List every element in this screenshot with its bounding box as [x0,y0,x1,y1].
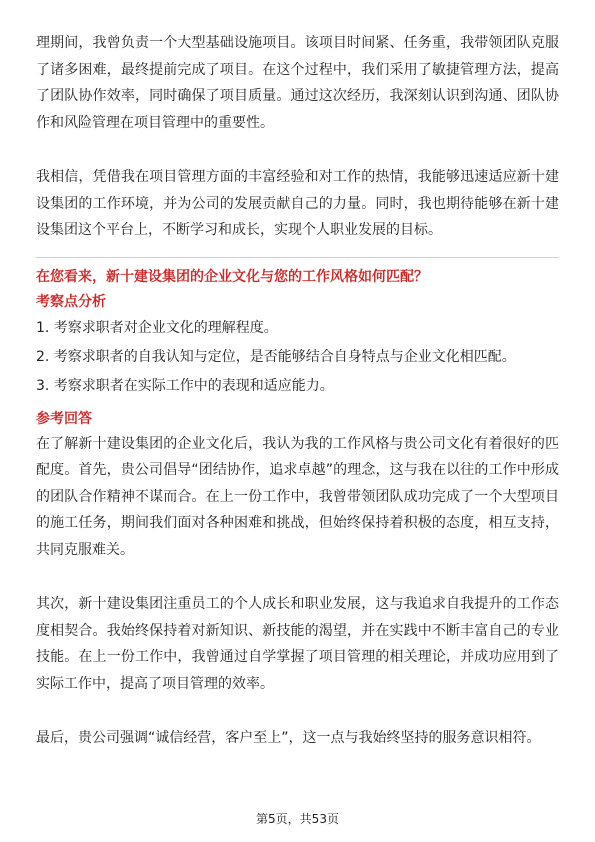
answer-paragraph-3: 最后，贵公司强调“诚信经营，客户至上”，这一点与我始终坚持的服务意识相符。 [36,730,541,746]
page-number: 第5页，共53页 [256,812,339,826]
analysis-title: 考察点分析 [36,293,106,310]
intro-paragraph-2: 我相信，凭借我在项目管理方面的丰富经验和对工作的热情，我能够迅速适应新十建设集团的工作环境，并为公司的发展贡献自己的力量。同时，我也期待能够在新十建设集团这个平台上，不断学习和成长，实现个人职业发展的目标。 [36,169,559,238]
answer-paragraph-1: 在了解新十建设集团的企业文化后，我认为我的工作风格与贵公司文化有着很好的匹配度。首先，贵公司倡导“团结协作，追求卓越”的理念，这与我在以往的工作中形成的团队合作精神不谋而合。在上一份工作中，我曾带领团队成功完成了一个大型项目的施工任务，期间我们面对各种困难和挑战，但始终保持着积极的态度，相互支持，共同克服难关。 [36,435,559,558]
analysis-item: 3. 考察求职者在实际工作中的表现和适应能力。 [36,377,334,394]
analysis-item: 1. 考察求职者对企业文化的理解程度。 [36,319,278,336]
paragraph-gap [36,697,559,725]
answer-paragraph-2: 其次，新十建设集团注重员工的个人成长和职业发展，这与我追求自我提升的工作态度相契合。我始终保持着对新知识、新技能的渴望，并在实践中不断丰富自己的专业技能。在上一份工作中，我曾通过自学掌握了项目管理的相关理论，并成功应用到了实际工作中，提高了项目管理的效率。 [36,596,559,692]
paragraph-gap [36,563,559,591]
paragraph-gap [36,136,559,164]
interview-question: 在您看来，新十建设集团的企业文化与您的工作风格如何匹配？ [36,268,428,285]
analysis-item: 2. 考察求职者的自我认知与定位，是否能够结合自身特点与企业文化相匹配。 [36,348,516,365]
document-page [36,30,559,752]
analysis-list [36,314,559,401]
section-divider [36,257,559,258]
intro-paragraph-1: 理期间，我曾负责一个大型基础设施项目。该项目时间紧、任务重，我带领团队克服了诸多困难，最终提前完成了项目。在这个过程中，我们采用了敏捷管理方法，提高了团队协作效率，同时确保了项目质量。通过这次经历，我深刻认识到沟通、团队协作和风险管理在项目管理中的重要性。 [36,35,559,131]
answer-title: 参考回答 [36,410,92,427]
